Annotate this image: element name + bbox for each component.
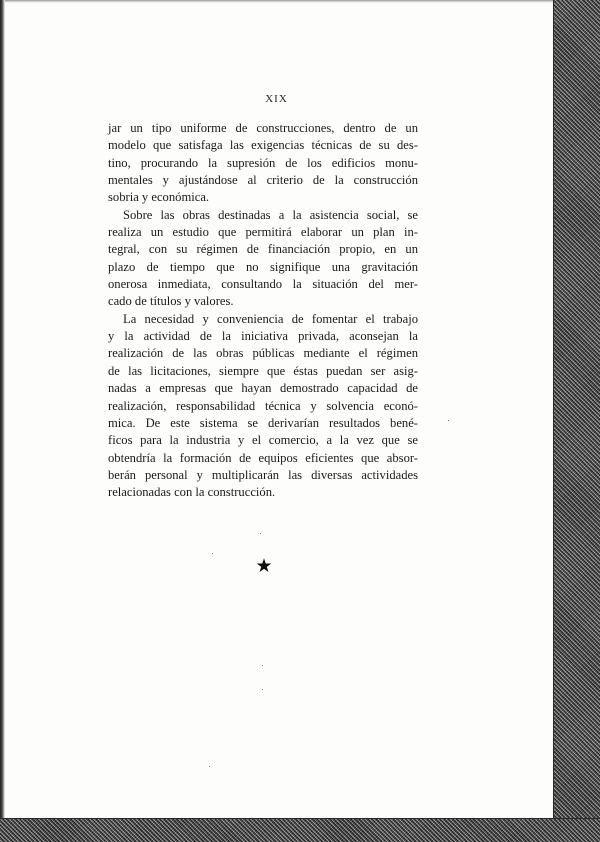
text-line: jar un tipo uniforme de construcciones, dentro de un [108, 121, 418, 135]
scan-border-bottom [0, 818, 600, 842]
text-line: tegral, con su régimen de financiación propio, en un [108, 242, 418, 257]
text-line: mentales y ajustándose al criterio de la construcción [108, 173, 418, 188]
star-ornament-icon: ★ [255, 556, 273, 577]
scan-speck [212, 553, 213, 554]
text-line: realización de las obras públicas mediante el régimen [108, 346, 418, 361]
scan-speck [448, 420, 449, 421]
paragraph-3 [108, 311, 418, 502]
text-line: Sobre las obras destinadas a la asistencia social, se [123, 207, 418, 222]
text-line: modelo que satisfaga las exigencias técnicas de su des- [108, 138, 418, 153]
text-line: cado de títulos y valores. [108, 294, 234, 309]
scan-speck [209, 766, 210, 767]
page-top-edge [0, 0, 555, 3]
text-line: sobria y económica. [108, 190, 210, 205]
page-number: XIX [265, 93, 288, 105]
scan-speck [260, 533, 261, 534]
text-line: obtendría la formación de equipos eficientes que absor- [108, 450, 418, 465]
text-line: relacionadas con la construcción. [108, 485, 276, 500]
text-line: y la actividad de la iniciativa privada, aconsejan la [108, 329, 418, 344]
paragraph-2 [108, 207, 418, 311]
text-line: de las licitaciones, siempre que éstas puedan ser asig- [108, 363, 418, 378]
text-line: realización, responsabilidad técnica y solvencia econó- [108, 398, 418, 413]
text-line: berán personal y multiplicarán las diversas actividades [108, 467, 418, 482]
page-left-edge [0, 0, 5, 841]
text-line: plazo de tiempo que no signifique una gravitación [108, 259, 418, 274]
scan-speck [262, 689, 263, 690]
body-text [108, 120, 418, 502]
text-line: realiza un estudio que permitirá elaborar un plan in- [108, 225, 418, 240]
scan-speck [262, 665, 263, 666]
text-line: mica. De este sistema se derivarían resultados bené- [108, 415, 418, 430]
scan-border-right [553, 0, 600, 841]
text-line: ficos para la industria y el comercio, a la vez que se [108, 433, 418, 448]
text-line: La necesidad y conveniencia de fomentar el trabajo [123, 311, 418, 326]
paragraph-1 [108, 120, 418, 207]
text-line: tino, procurando la supresión de los edificios monu- [108, 155, 418, 170]
text-line: nadas a empresas que hayan demostrado capacidad de [108, 381, 418, 396]
text-line: onerosa inmediata, consultando la situación del mer- [108, 277, 418, 292]
